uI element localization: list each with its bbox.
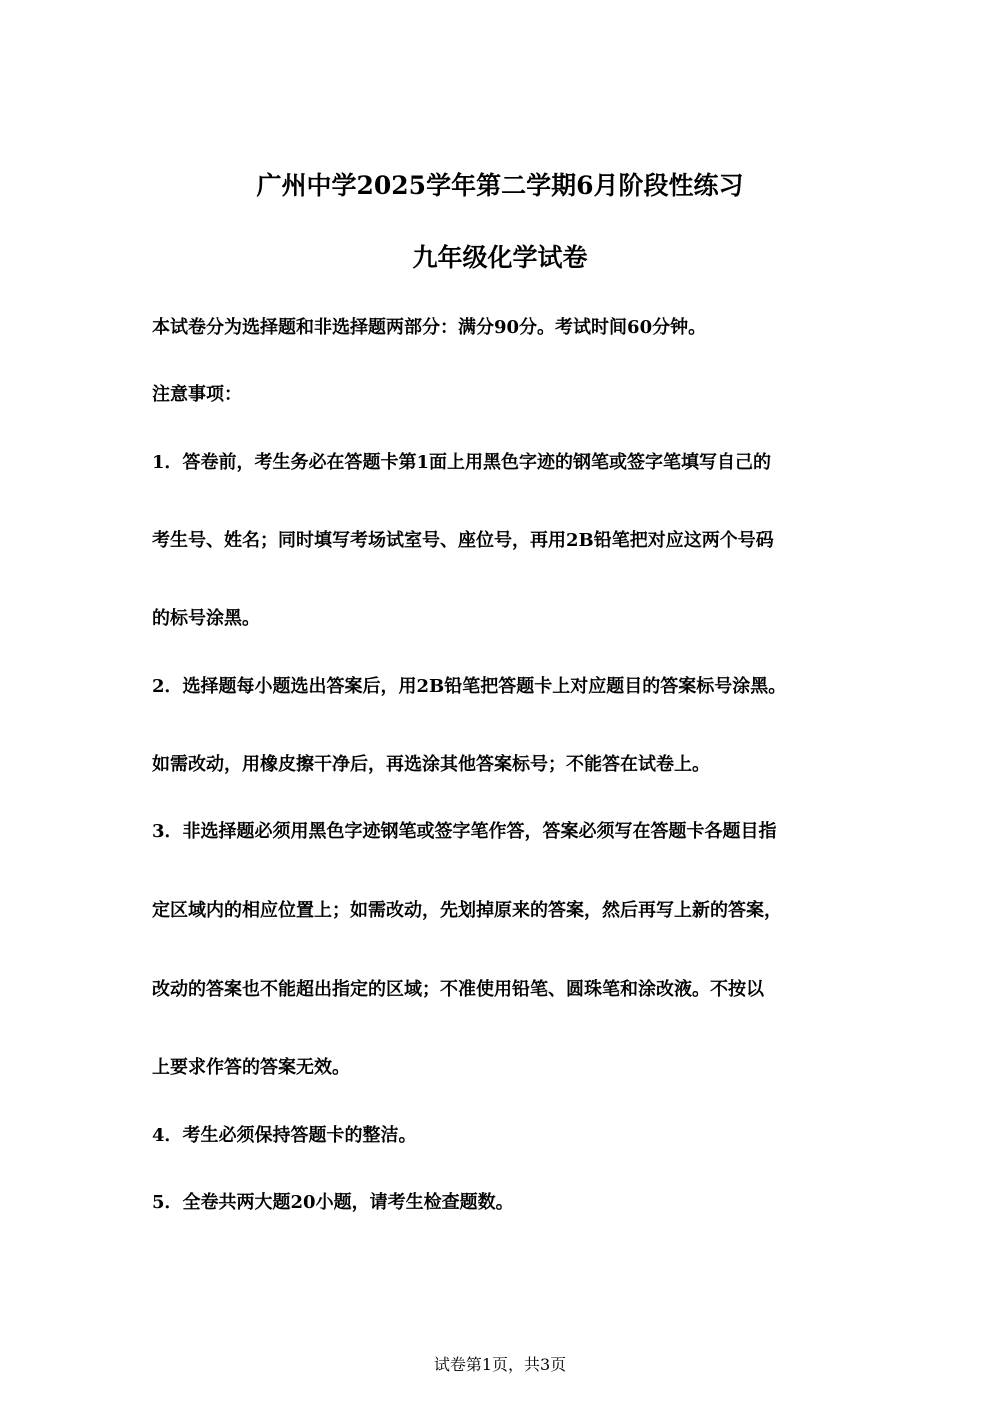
- notice-line: 定区域内的相应位置上；如需改动，先划掉原来的答案，然后再写上新的答案，: [152, 900, 782, 921]
- notice-line: 如需改动，用橡皮擦干净后，再选涂其他答案标号；不能答在试卷上。: [152, 754, 710, 775]
- notice-line: 1．答卷前，考生务必在答题卡第1面上用黑色字迹的钢笔或签字笔填写自己的: [152, 452, 772, 473]
- exam-subtitle: 九年级化学试卷: [412, 243, 588, 272]
- page-footer: 试卷第1页，共3页: [433, 1355, 567, 1374]
- notice-line: 改动的答案也不能超出指定的区域；不准使用铅笔、圆珠笔和涂改液。不按以: [152, 979, 764, 1000]
- notice-line: 5．全卷共两大题20小题，请考生检查题数。: [152, 1192, 514, 1213]
- exam-title: 广州中学2025学年第二学期6月阶段性练习: [256, 171, 744, 200]
- notice-line: 4．考生必须保持答题卡的整洁。: [152, 1125, 417, 1146]
- notice-line: 的标号涂黑。: [152, 608, 260, 629]
- exam-intro: 本试卷分为选择题和非选择题两部分：满分90分。考试时间60分钟。: [152, 317, 707, 338]
- notice-line: 考生号、姓名；同时填写考场试室号、座位号，再用2B铅笔把对应这两个号码: [152, 530, 774, 551]
- notice-line: 上要求作答的答案无效。: [152, 1057, 350, 1078]
- notice-heading: 注意事项：: [152, 384, 242, 405]
- notice-line: 2．选择题每小题选出答案后，用2B铅笔把答题卡上对应题目的答案标号涂黑。: [152, 676, 787, 697]
- notice-line: 3．非选择题必须用黑色字迹钢笔或签字笔作答，答案必须写在答题卡各题目指: [152, 821, 777, 842]
